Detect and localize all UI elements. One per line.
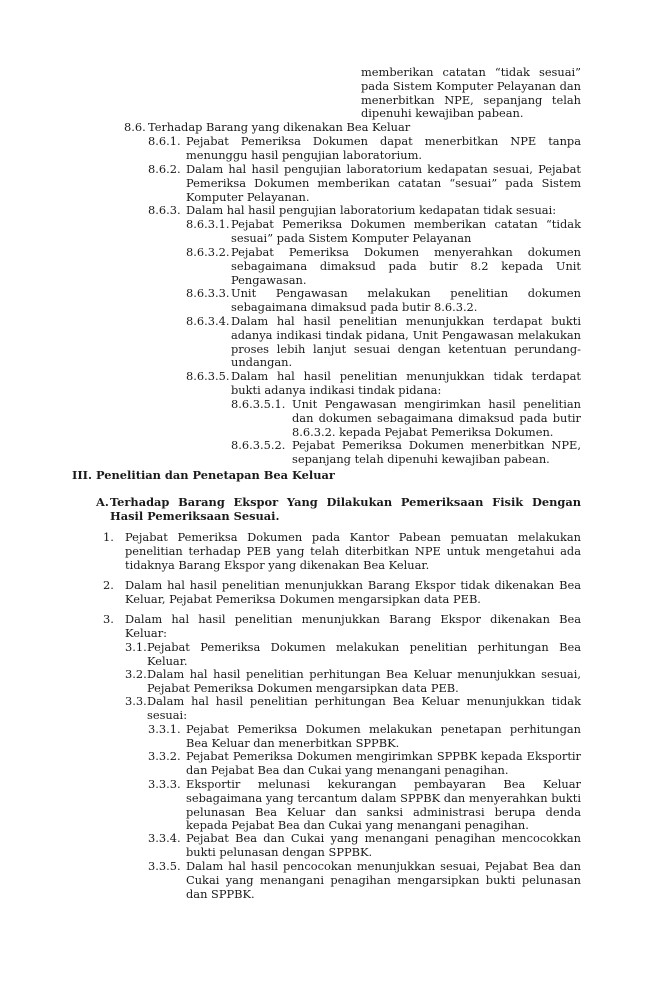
list-item-3-3-1: 3.3.1. Pejabat Pemeriksa Dokumen melakukan penetapan perhitungan Bea Keluar dan menerbitkan SPPBK.: [148, 722, 581, 750]
list-item-8-6-3-1: 8.6.3.1. Pejabat Pemeriksa Dokumen memberikan catatan “tidak sesuai” pada Sistem Komputer Pelayanan: [186, 217, 581, 245]
continuation-paragraph: memberikan catatan “tidak sesuai” pada Sistem Komputer Pelayanan dan menerbitkan NPE, sepanjang telah dipenuhi kewajiban pabean.: [361, 65, 581, 121]
list-item-8-6-3: 8.6.3. Dalam hal hasil pengujian laboratorium kedapatan tidak sesuai:: [148, 203, 557, 217]
list-item-3: 3. Dalam hal hasil penelitian menunjukkan Barang Ekspor dikenakan Bea Keluar:: [103, 612, 581, 640]
list-item-8-6-3-4: 8.6.3.4. Dalam hal hasil penelitian menunjukkan terdapat bukti adanya indikasi tindak pidana, Unit Pengawasan melakukan proses lebih lanjut sesuai dengan ketentuan perundang-undangan.: [186, 314, 581, 370]
list-item-3-3-5: 3.3.5. Dalam hal hasil pencocokan menunjukkan sesuai, Pejabat Bea dan Cukai yang menangani penagihan mengarsipkan bukti pelunasan dan SPPBK.: [148, 859, 581, 901]
list-item-8-6-3-5-2: 8.6.3.5.2. Pejabat Pemeriksa Dokumen menerbitkan NPE, sepanjang telah dipenuhi kewajiban pabean.: [231, 438, 581, 466]
list-item-8-6-1: 8.6.1. Pejabat Pemeriksa Dokumen dapat menerbitkan NPE tanpa menunggu hasil pengujian laboratorium.: [148, 134, 581, 162]
list-item-8-6-2: 8.6.2. Dalam hal hasil pengujian laboratorium kedapatan sesuai, Pejabat Pemeriksa Dokumen memberikan catatan “sesuai” pada Sistem Komputer Pelayanan.: [148, 162, 581, 204]
list-item-3-3: 3.3. Dalam hal hasil penelitian perhitungan Bea Keluar menunjukkan tidak sesuai:: [125, 694, 581, 722]
list-item-8-6-3-5: 8.6.3.5. Dalam hal hasil penelitian menunjukkan tidak terdapat bukti adanya indikasi tindak pidana:: [186, 369, 581, 397]
subsection-A-heading: A. Terhadap Barang Ekspor Yang Dilakukan Pemeriksaan Fisik Dengan Hasil Pemeriksaan Sesuai.: [96, 495, 581, 523]
list-item-1: 1. Pejabat Pemeriksa Dokumen pada Kantor Pabean pemuatan melakukan penelitian terhadap PEB yang telah diterbitkan NPE untuk mengetahui ada tidaknya Barang Ekspor yang dikenakan Bea Keluar.: [103, 530, 581, 572]
list-item-3-1: 3.1. Pejabat Pemeriksa Dokumen melakukan penelitian perhitungan Bea Keluar.: [125, 640, 581, 668]
list-item-3-2: 3.2. Dalam hal hasil penelitian perhitungan Bea Keluar menunjukkan sesuai, Pejabat Pemeriksa Dokumen mengarsipkan data PEB.: [125, 667, 581, 695]
list-item-8-6-3-2: 8.6.3.2. Pejabat Pemeriksa Dokumen menyerahkan dokumen sebagaimana dimaksud pada butir 8.2 kepada Unit Pengawasan.: [186, 245, 581, 287]
list-item-3-3-2: 3.3.2. Pejabat Pemeriksa Dokumen mengirimkan SPPBK kepada Eksportir dan Pejabat Bea dan Cukai yang menangani penagihan.: [148, 749, 581, 777]
list-item-8-6-3-3: 8.6.3.3. Unit Pengawasan melakukan penelitian dokumen sebagaimana dimaksud pada butir 8.6.3.2.: [186, 286, 581, 314]
list-item-2: 2. Dalam hal hasil penelitian menunjukkan Barang Ekspor tidak dikenakan Bea Keluar, Pejabat Pemeriksa Dokumen mengarsipkan data PEB.: [103, 578, 581, 606]
list-item-8-6-3-5-1: 8.6.3.5.1. Unit Pengawasan mengirimkan hasil penelitian dan dokumen sebagaimana dimaksud pada butir 8.6.3.2. kepada Pejabat Pemeriksa Dokumen.: [231, 397, 581, 439]
section-8-6-heading: 8.6. Terhadap Barang yang dikenakan Bea Keluar: [124, 120, 411, 134]
list-item-3-3-3: 3.3.3. Eksportir melunasi kekurangan pembayaran Bea Keluar sebagaimana yang tercantum dalam SPPBK dan menyerahkan bukti pelunasan Bea Keluar dan sanksi administrasi berupa denda kepada Pejabat Bea dan Cukai yang menangani penagihan.: [148, 777, 581, 833]
list-item-3-3-4: 3.3.4. Pejabat Bea dan Cukai yang menangani penagihan mencocokkan bukti pelunasan dengan SPPBK.: [148, 831, 581, 859]
section-III-heading: III. Penelitian dan Penetapan Bea Keluar: [72, 468, 335, 482]
